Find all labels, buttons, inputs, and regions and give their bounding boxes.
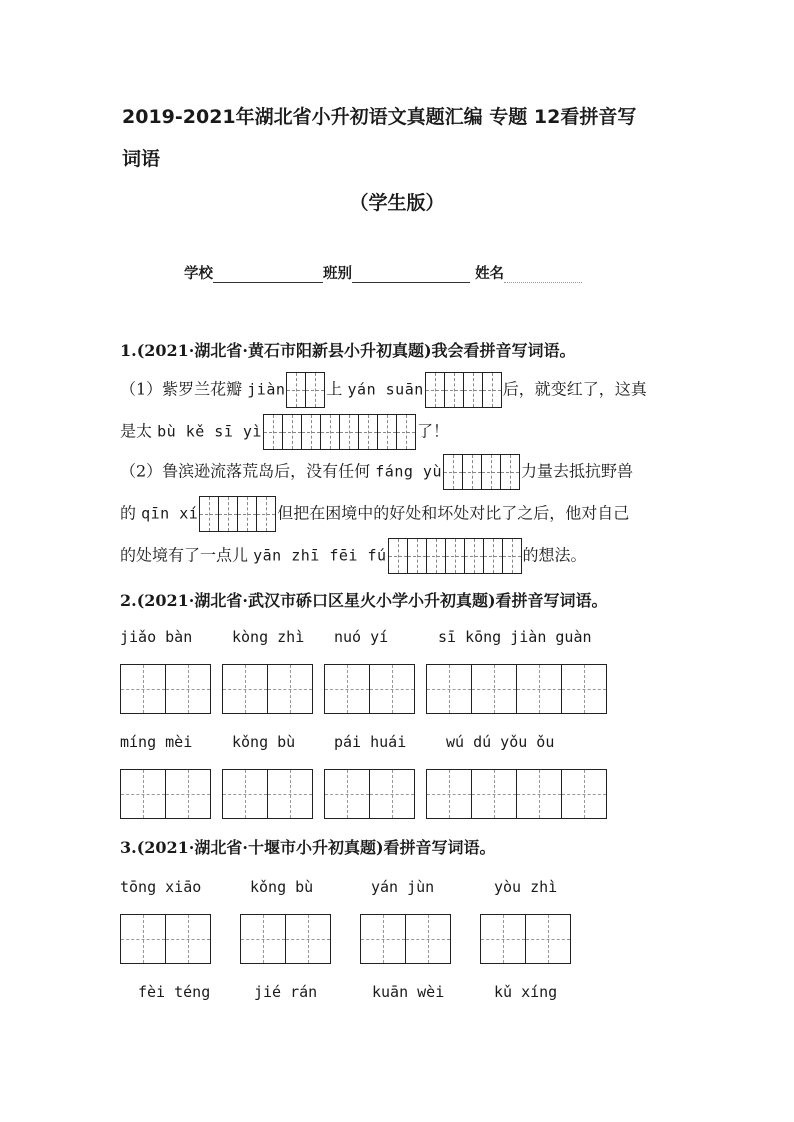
q1-line-1 xyxy=(120,372,647,408)
pinyin-label: míng mèi xyxy=(120,733,193,751)
text-segment: 力量去抵抗野兽 xyxy=(521,461,634,481)
text-segment: 但把在困境中的好处和坏处对比了之后，他对自己 xyxy=(277,503,630,523)
pinyin: jiàn xyxy=(247,380,286,399)
answer-grid[interactable] xyxy=(263,414,416,450)
subtitle: （学生版） xyxy=(349,192,445,214)
text-segment: 的想法。 xyxy=(522,545,587,565)
pinyin-label: kǒng bù xyxy=(250,878,314,896)
pinyin: yān zhī fēi fú xyxy=(253,546,387,565)
school-blank[interactable] xyxy=(213,266,323,283)
answer-grid[interactable] xyxy=(222,664,313,714)
answer-grid[interactable] xyxy=(324,769,415,819)
answer-grid[interactable] xyxy=(120,769,211,819)
q1-line-5 xyxy=(120,538,587,574)
class-label: 班别 xyxy=(323,266,352,282)
answer-grid[interactable] xyxy=(360,914,451,964)
answer-grid[interactable] xyxy=(222,769,313,819)
pinyin-label: kǔ xíng xyxy=(494,983,558,1001)
student-info-line xyxy=(184,262,582,283)
document-title xyxy=(122,96,682,180)
question-3-heading: 3.(2021·湖北省·十堰市小升初真题)看拼音写词语。 xyxy=(120,838,496,857)
pinyin-label: yán jùn xyxy=(371,878,435,896)
school-label: 学校 xyxy=(184,266,213,282)
pinyin-label: kòng zhì xyxy=(232,628,305,646)
answer-grid[interactable] xyxy=(443,454,520,490)
q1-line-3 xyxy=(120,454,633,490)
pinyin-label: yòu zhì xyxy=(494,878,558,896)
answer-grid[interactable] xyxy=(425,372,502,408)
pinyin-label: tōng xiāo xyxy=(120,878,202,896)
pinyin-label: nuó yí xyxy=(334,628,389,646)
text-segment: 是太 xyxy=(120,421,153,441)
answer-grid[interactable] xyxy=(388,538,522,574)
name-blank[interactable] xyxy=(504,266,582,283)
text-segment: 上 xyxy=(326,379,343,399)
pinyin-label: kuān wèi xyxy=(372,983,445,1001)
question-2-heading: 2.(2021·湖北省·武汉市硚口区星火小学小升初真题)看拼音写词语。 xyxy=(120,591,608,610)
answer-grid[interactable] xyxy=(426,664,607,714)
q1-line-2 xyxy=(120,414,449,450)
pinyin-label: jiǎo bàn xyxy=(120,628,193,646)
pinyin-label: wú dú yǒu ǒu xyxy=(446,733,555,751)
name-label: 姓名 xyxy=(475,266,505,282)
question-1-heading: 1.(2021·湖北省·黄石市阳新县小升初真题)我会看拼音写词语。 xyxy=(120,341,576,360)
pinyin-label: kǒng bù xyxy=(232,733,296,751)
pinyin-label: fèi téng xyxy=(138,983,211,1001)
pinyin: yán suān xyxy=(347,380,424,399)
q1-line-4 xyxy=(120,496,629,532)
answer-grid[interactable] xyxy=(120,914,211,964)
pinyin-label: sī kōng jiàn guàn xyxy=(438,628,592,646)
text-segment: （1）紫罗兰花瓣 xyxy=(120,379,243,399)
text-segment: 的处境有了一点儿 xyxy=(120,545,249,565)
answer-grid[interactable] xyxy=(286,372,325,408)
pinyin: fáng yù xyxy=(375,462,442,481)
answer-grid[interactable] xyxy=(120,664,211,714)
answer-grid[interactable] xyxy=(199,496,276,532)
answer-grid[interactable] xyxy=(240,914,331,964)
title-line-2: 词语 xyxy=(122,148,161,170)
pinyin-label: jié rán xyxy=(254,983,318,1001)
class-blank[interactable] xyxy=(352,266,470,283)
answer-grid[interactable] xyxy=(426,769,607,819)
pinyin: qīn xí xyxy=(141,504,199,523)
text-segment: 了！ xyxy=(416,421,449,441)
title-line-1: 2019-2021年湖北省小升初语文真题汇编 专题 12看拼音写 xyxy=(122,106,637,128)
text-segment: 后，就变红了，这真 xyxy=(502,379,647,399)
answer-grid[interactable] xyxy=(324,664,415,714)
pinyin: bù kě sī yì xyxy=(157,422,262,441)
text-segment: 的 xyxy=(120,503,137,523)
answer-grid[interactable] xyxy=(480,914,571,964)
text-segment: （2）鲁滨逊流落荒岛后，没有任何 xyxy=(120,461,371,481)
pinyin-label: pái huái xyxy=(334,733,407,751)
